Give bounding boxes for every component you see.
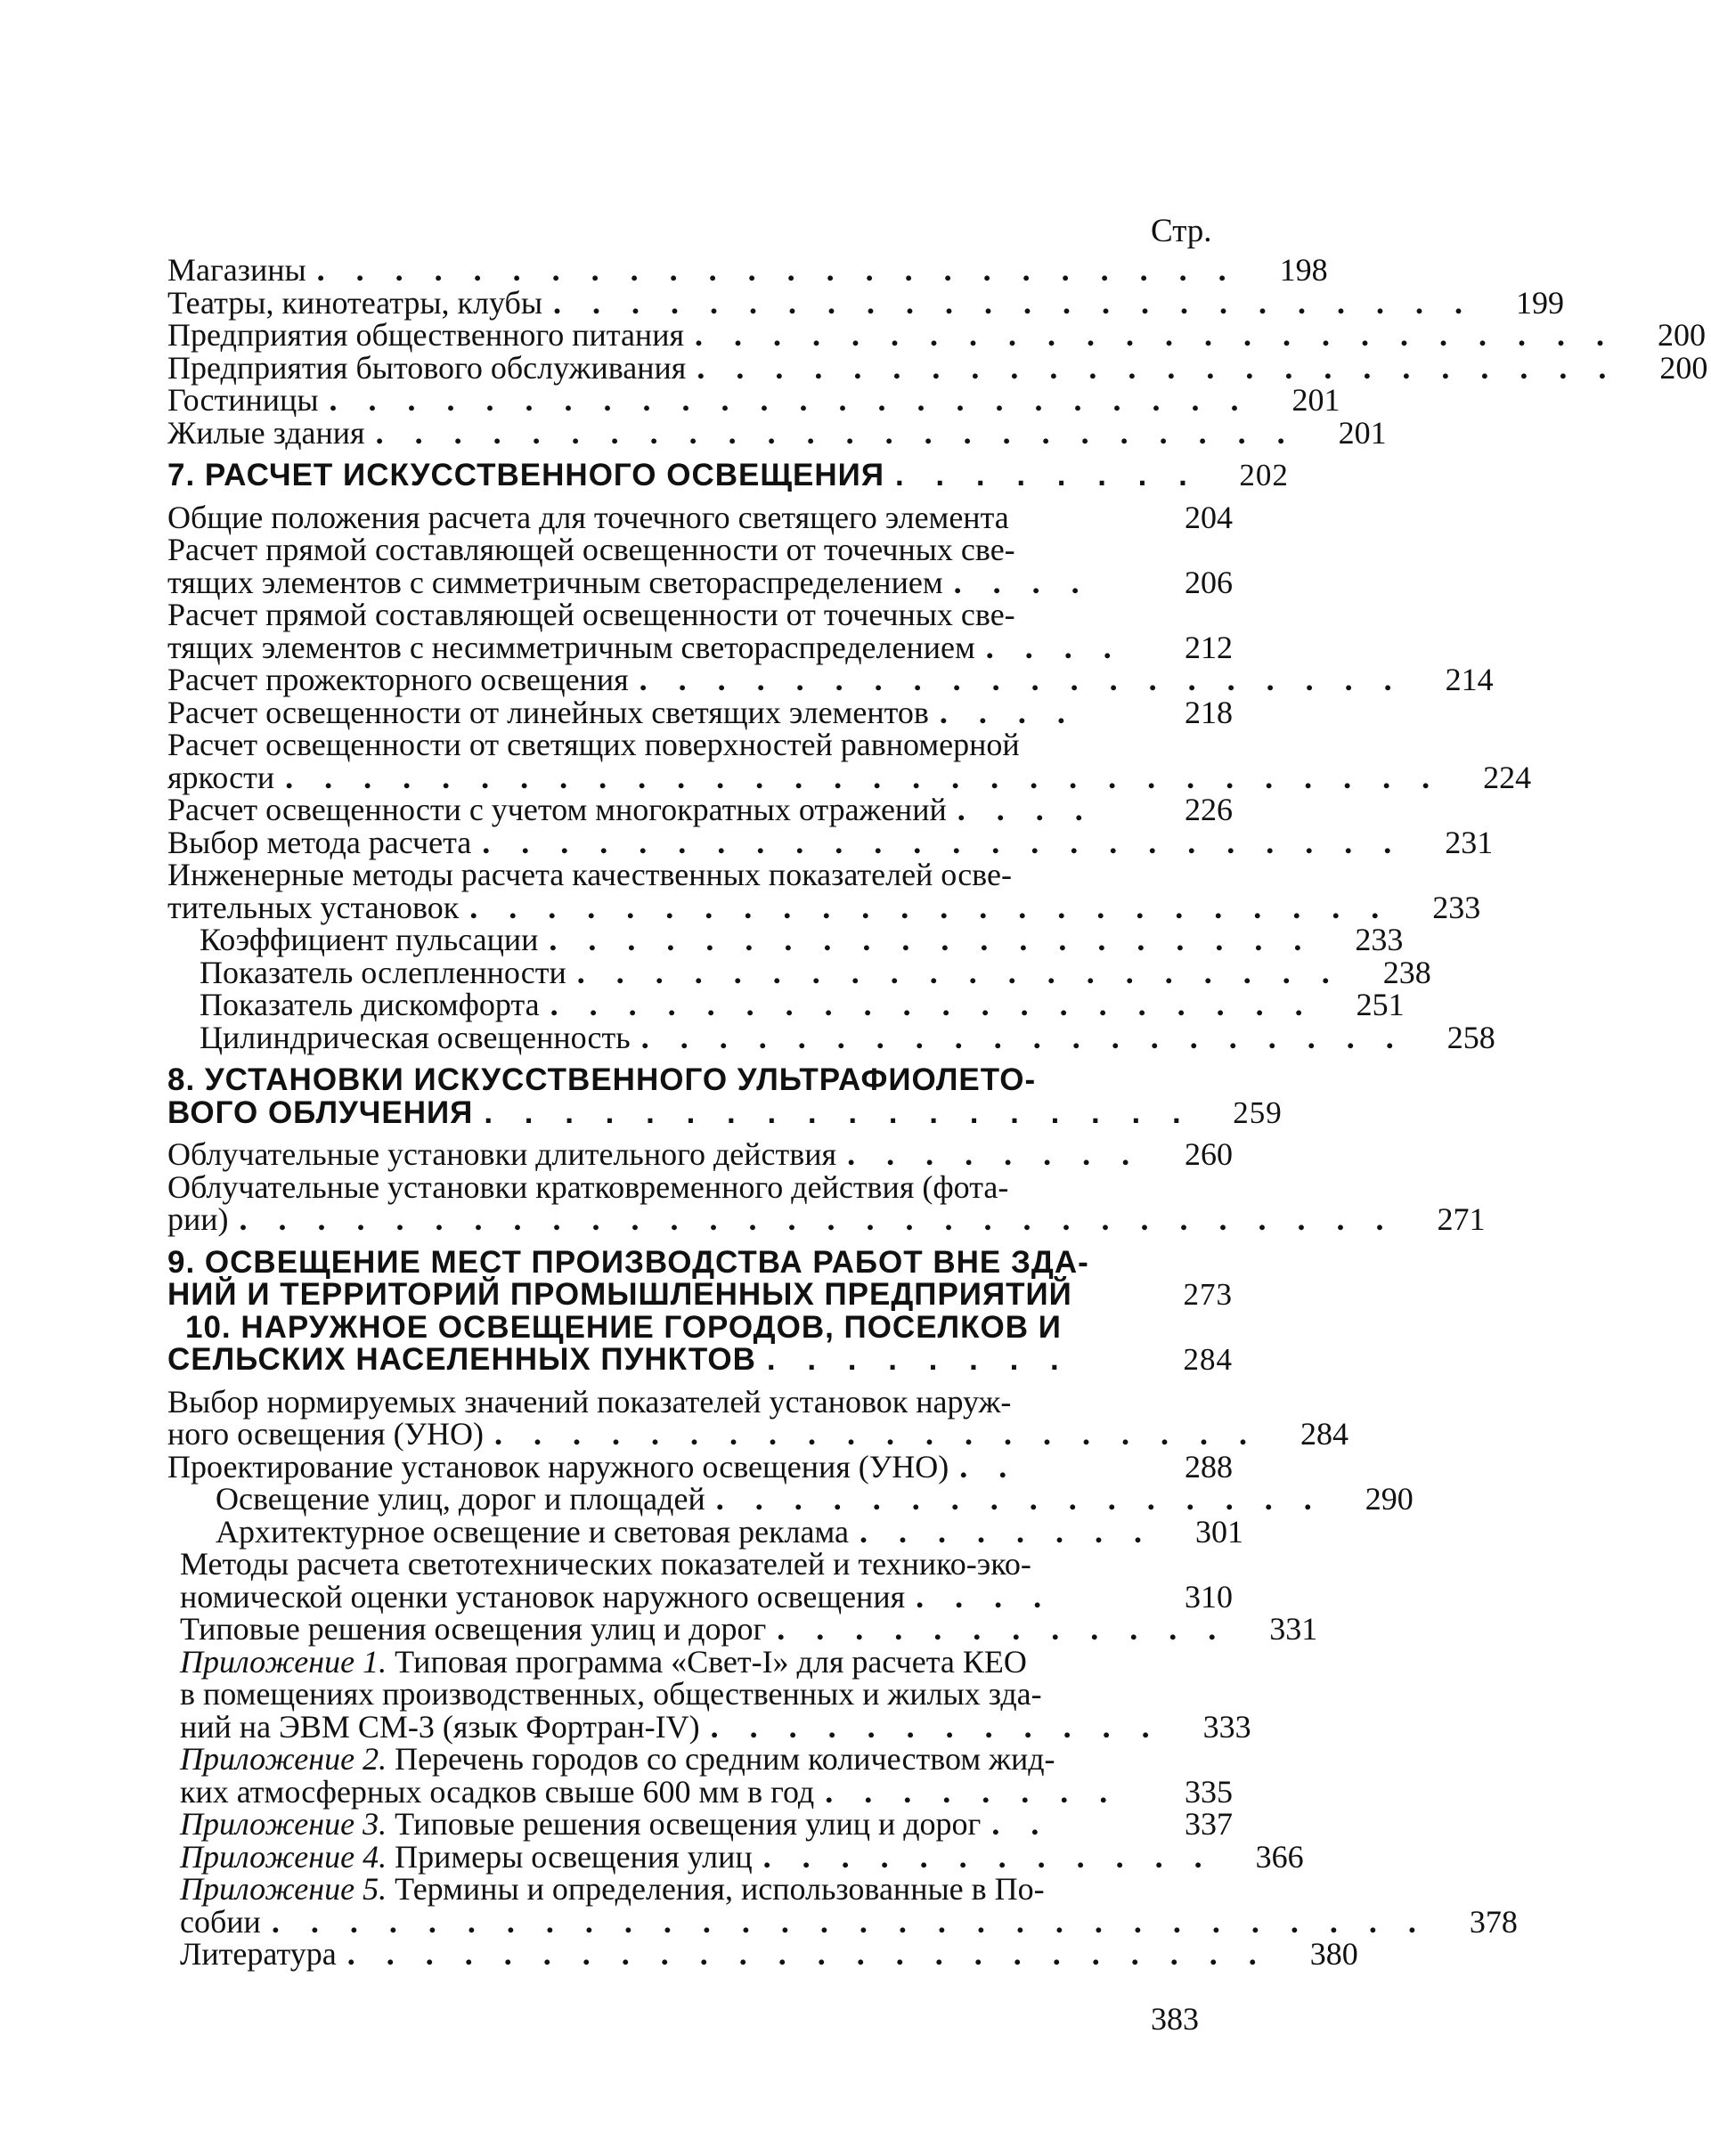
toc-entry-page: 198 [1279, 252, 1328, 288]
toc-entry-title-line: в помещениях производственных, общественных и жилых зда- [180, 1676, 1042, 1712]
toc-entry-title-line: Расчет прямой составляющей освещенности от точечных све- [167, 597, 1015, 632]
toc-entry-page: 200 [1658, 317, 1707, 353]
toc-entry-page: 260 [1185, 1136, 1233, 1172]
toc-entry: Облучательные установки кратковременного действия (фота- рии) . . . . . . . . . . . . . . . . . . . . . . . . . . . . . . 271 [167, 1171, 1236, 1236]
toc-entry-title: Показатель дискомфорта [200, 987, 540, 1022]
toc-entry-title-line: Термины и определения, использованные в По- [387, 1871, 1045, 1907]
appendix-label: Приложение 4. [180, 1838, 387, 1875]
toc-entry-page: 233 [1355, 922, 1404, 957]
toc-entry-title-line: Расчет прямой составляющей освещенности от точечных све- [167, 532, 1015, 567]
toc-section-title-line: 10. НАРУЖНОЕ ОСВЕЩЕНИЕ ГОРОДОВ, ПОСЕЛКОВ И [185, 1309, 1062, 1345]
toc-entry: Облучательные установки длительного действия . . . . . . . . 260 [167, 1138, 1236, 1171]
toc-subentry: Коэффициент пульсации . . . . . . . . . . . . . . . . . . . . 233 [167, 923, 1236, 956]
toc-entry-page: 378 [1469, 1903, 1518, 1940]
page-column-header: Стр. [1151, 213, 1212, 249]
toc-entry: Методы расчета светотехнических показателей и технико-эко- номической оценки установок наружного освещения . . . . 310 [167, 1548, 1236, 1613]
toc-entry-page: 212 [1185, 629, 1233, 665]
toc-entry: Проектирование установок наружного освещения (УНО) . . 288 [167, 1451, 1236, 1484]
toc-entry [167, 501, 1236, 534]
toc-entry-title: Расчет прожекторного освещения [167, 662, 629, 697]
toc-appendix-entry: Приложение 3. Типовые решения освещения улиц и дорог . . 337 [167, 1808, 1236, 1841]
toc-entry-title: Освещение улиц, дорог и площадей [216, 1481, 705, 1517]
toc-entry-title-line: рии) [167, 1201, 229, 1237]
toc-entry-page: 202 [1239, 458, 1289, 492]
toc-entry-title: Выбор метода расчета [167, 824, 472, 860]
toc-entry-title-line: Облучательные установки кратковременного действия (фота- [167, 1168, 1009, 1205]
toc-entry-title-line: Перечень городов со средним количеством жид- [387, 1741, 1055, 1777]
toc-entry-page: 259 [1233, 1094, 1283, 1130]
toc-entry-page: 218 [1185, 694, 1233, 730]
toc-entry-title: Расчет освещенности от линейных светящих элементов [167, 694, 929, 730]
toc-subentry: Цилиндрическая освещенность . . . . . . . . . . . . . . . . . . . . 258 [167, 1021, 1236, 1054]
toc-entry: Расчет освещенности с учетом многократных отражений . . . . 226 [167, 793, 1236, 826]
toc-entry-title: Типовые решения освещения улиц и дорог [180, 1611, 767, 1647]
toc-entry-page: 366 [1255, 1838, 1304, 1875]
page-number: 383 [1151, 2001, 1199, 2037]
toc-entry: Расчет прямой составляющей освещенности от точечных све- тящих элементов с симметричным светораспределением . . . . 206 [167, 533, 1236, 598]
toc-entry-page: 290 [1365, 1481, 1414, 1517]
toc-entry-title: Облучательные установки длительного действия [167, 1136, 837, 1172]
toc-entry-title: Предприятия бытового обслуживания [167, 349, 687, 386]
toc-entry-title-line: номической оценки установок наружного освещения [180, 1578, 906, 1615]
toc-entry-page: 284 [1183, 1342, 1233, 1377]
toc-entry-title: Цилиндрическая освещенность [200, 1019, 631, 1055]
toc-entry-page: 214 [1445, 662, 1494, 697]
toc-subentry: Архитектурное освещение и световая реклама . . . . . . . . 301 [167, 1516, 1236, 1549]
toc-entry-title-line: Расчет освещенности от светящих поверхностей равномерной [167, 727, 1020, 762]
toc-entry-page: 301 [1195, 1513, 1244, 1550]
toc-entry-title-line: Типовая программа «Свет-I» для расчета КЕО [387, 1643, 1027, 1680]
toc-entry-page: 331 [1269, 1611, 1318, 1647]
toc-entry-page: 201 [1338, 414, 1387, 451]
toc-entry-title: Коэффициент пульсации [200, 922, 539, 957]
toc-entry-page: 273 [1183, 1277, 1233, 1312]
toc-entry-title-line: Выбор нормируемых значений показателей установок наруж- [167, 1383, 1012, 1420]
toc-entry: Выбор метода расчета . . . . . . . . . . . . . . . . . . . . . . . . 231 [167, 826, 1236, 859]
toc-entry-page: 380 [1309, 1936, 1358, 1972]
toc-entry-page: 206 [1185, 564, 1233, 600]
toc-entry: Выбор нормируемых значений показателей установок наруж- ного освещения (УНО) . . . . . . . . . . . . . . . . . . . . 284 [167, 1386, 1236, 1451]
appendix-label: Приложение 5. [180, 1871, 387, 1907]
toc-appendix-entry: Приложение 2. Перечень городов со средним количеством жид- ких атмосферных осадков свыше 600 мм в год . . . . . . . . 335 [167, 1743, 1236, 1808]
toc-entry: Предприятия бытового обслуживания . . . . . . . . . . . . . . . . . . . . . . . . 200 [167, 352, 1236, 385]
toc-entry-title: Примеры освещения улиц [387, 1838, 753, 1875]
toc-entry-title: Магазины [167, 252, 306, 288]
toc-entry-page: 333 [1202, 1708, 1251, 1745]
toc-entry: Гостиницы . . . . . . . . . . . . . . . . . . . . . . . . 201 [167, 384, 1236, 417]
toc-appendix-entry: Приложение 4. Примеры освещения улиц . . . . . . . . . . . . 366 [167, 1841, 1236, 1874]
toc-entry-title: Литература [180, 1936, 337, 1972]
toc-section-title: 7. РАСЧЕТ ИСКУССТВЕННОГО ОСВЕЩЕНИЯ [167, 458, 884, 492]
toc-entry-title-line: ного освещения (УНО) [167, 1416, 485, 1452]
toc-entry-title: Типовые решения освещения улиц и дорог [387, 1806, 982, 1842]
toc-subentry: Освещение улиц, дорог и площадей . . . . . . . . . . . . . . . . 290 [167, 1483, 1236, 1516]
toc-entry-title: Предприятия общественного питания [167, 317, 685, 353]
toc-section-title-line: 9. ОСВЕЩЕНИЕ МЕСТ ПРОИЗВОДСТВА РАБОТ ВНЕ ЗДА- [167, 1244, 1089, 1280]
toc-entry: Расчет освещенности от светящих поверхностей равномерной яркости . . . . . . . . . . . . . . . . . . . . . . . . . . . . . . 224 [167, 728, 1236, 793]
toc-entry-title: Театры, кинотеатры, клубы [167, 284, 543, 321]
toc-entry-page: 201 [1291, 382, 1340, 418]
toc-section-heading: 8. УСТАНОВКИ ИСКУССТВЕННОГО УЛЬТРАФИОЛЕТО- ВОГО ОБЛУЧЕНИЯ . . . . . . . . . . . . . . . . . . 259 [167, 1064, 1236, 1129]
appendix-label: Приложение 1. [180, 1643, 387, 1680]
toc-entry-title: Гостиницы [167, 382, 319, 418]
toc-entry: Литература . . . . . . . . . . . . . . . . . . . . . . . . 380 [167, 1938, 1236, 1971]
toc-section-heading: 7. РАСЧЕТ ИСКУССТВЕННОГО ОСВЕЩЕНИЯ . . . . . . . . 202 [167, 460, 1236, 492]
toc-entry-title-line: ний на ЭВМ СМ-3 (язык Фортран-IV) [180, 1708, 700, 1745]
toc-entry-page: 233 [1432, 889, 1481, 925]
toc-appendix-entry: Приложение 1. Типовая программа «Свет-I» для расчета КЕО в помещениях производственных, общественных и жилых зда- ний на ЭВМ СМ-3 (язык Фортран-IV) . . . . . . . . . . . . 333 [167, 1646, 1236, 1744]
toc-entry-title-line: тительных установок [167, 889, 460, 925]
toc-entry: Расчет прямой составляющей освещенности от точечных све- тящих элементов с несимметричным светораспределением . . . . 212 [167, 598, 1236, 663]
toc-entry-page: 258 [1446, 1019, 1495, 1055]
toc-entry-title: Показатель ослепленности [200, 954, 566, 990]
toc-entry-title: Проектирование установок наружного освещения (УНО) [167, 1448, 949, 1485]
toc-entry-title: Жилые здания [167, 414, 365, 451]
toc-entry-title-line: тящих элементов с симметричным светораспределением [167, 564, 943, 600]
toc-entry-title: Архитектурное освещение и световая реклама [216, 1513, 850, 1550]
toc-entry-page: 288 [1185, 1448, 1233, 1485]
toc-entry-page: 224 [1483, 759, 1532, 795]
toc-entry-page: 271 [1437, 1201, 1486, 1237]
toc-entry-page: 200 [1659, 349, 1708, 386]
toc-entry-title: Общие положения расчета для точечного светящего элемента [167, 499, 1009, 535]
toc-entry: Театры, кинотеатры, клубы . . . . . . . . . . . . . . . . . . . . . . . . 199 [167, 287, 1236, 320]
toc-entry-title-line: Инженерные методы расчета качественных показателей осве- [167, 857, 1012, 892]
toc-section-title-line: НИЙ И ТЕРРИТОРИЙ ПРОМЫШЛЕННЫХ ПРЕДПРИЯТИЙ [167, 1277, 1072, 1312]
toc-entry-page: 310 [1185, 1578, 1233, 1615]
toc-entry-title-line: ких атмосферных осадков свыше 600 мм в год [180, 1773, 815, 1810]
toc-entry: Инженерные методы расчета качественных показателей осве- тительных установок . . . . . . . . . . . . . . . . . . . . . . . . 233 [167, 858, 1236, 923]
toc-subentry: Показатель дискомфорта . . . . . . . . . . . . . . . . . . . . 251 [167, 989, 1236, 1021]
toc-entry: Магазины . . . . . . . . . . . . . . . . . . . . . . . . 198 [167, 254, 1236, 287]
toc-entry-title: Расчет освещенности с учетом многократных отражений [167, 792, 947, 827]
toc-section-title-line: 8. УСТАНОВКИ ИСКУССТВЕННОГО УЛЬТРАФИОЛЕТО- [167, 1062, 1037, 1097]
table-of-contents [167, 252, 1708, 1972]
toc-entry-page: 337 [1185, 1806, 1233, 1842]
toc-entry: Расчет освещенности от линейных светящих элементов . . . . 218 [167, 696, 1236, 729]
toc-section-title-line: ВОГО ОБЛУЧЕНИЯ [167, 1094, 474, 1130]
toc-subentry: Показатель ослепленности . . . . . . . . . . . . . . . . . . . . 238 [167, 956, 1236, 989]
toc-entry: Жилые здания . . . . . . . . . . . . . . . . . . . . . . . . 201 [167, 417, 1236, 450]
toc-entry-page: 231 [1445, 824, 1494, 860]
toc-entry: Типовые решения освещения улиц и дорог . . . . . . . . . . . . 331 [167, 1613, 1236, 1646]
toc-entry: Предприятия общественного питания . . . . . . . . . . . . . . . . . . . . . . . . 200 [167, 319, 1236, 352]
toc-entry: Расчет прожекторного освещения . . . . . . . . . . . . . . . . . . . . 214 [167, 663, 1236, 696]
toc-entry-title-line: Методы расчета светотехнических показателей и технико-эко- [180, 1546, 1031, 1582]
toc-entry-title-line: собии [180, 1903, 261, 1940]
toc-entry-page: 199 [1516, 284, 1565, 321]
toc-entry-page: 251 [1356, 987, 1405, 1022]
toc-entry-page: 335 [1185, 1773, 1233, 1810]
toc-entry-title-line: яркости [167, 759, 275, 795]
appendix-label: Приложение 3. [180, 1806, 387, 1842]
toc-entry-title-line: тящих элементов с несимметричным светораспределением [167, 629, 975, 665]
toc-entry-page: 238 [1382, 954, 1431, 990]
appendix-label: Приложение 2. [180, 1741, 387, 1777]
toc-section-title-line: СЕЛЬСКИХ НАСЕЛЕННЫХ ПУНКТОВ [167, 1342, 756, 1377]
toc-entry-page: 284 [1300, 1416, 1349, 1452]
toc-section-heading: 10. НАРУЖНОЕ ОСВЕЩЕНИЕ ГОРОДОВ, ПОСЕЛКОВ И СЕЛЬСКИХ НАСЕЛЕННЫХ ПУНКТОВ . . . . . . . . 284 [167, 1312, 1236, 1377]
toc-entry-page: 226 [1185, 792, 1233, 827]
toc-section-heading [167, 1244, 1236, 1312]
toc-appendix-entry: Приложение 5. Термины и определения, использованные в По- собии . . . . . . . . . . . . . . . . . . . . . . . . . . . . . . 378 [167, 1873, 1236, 1938]
toc-entry-page: 204 [1185, 499, 1233, 535]
